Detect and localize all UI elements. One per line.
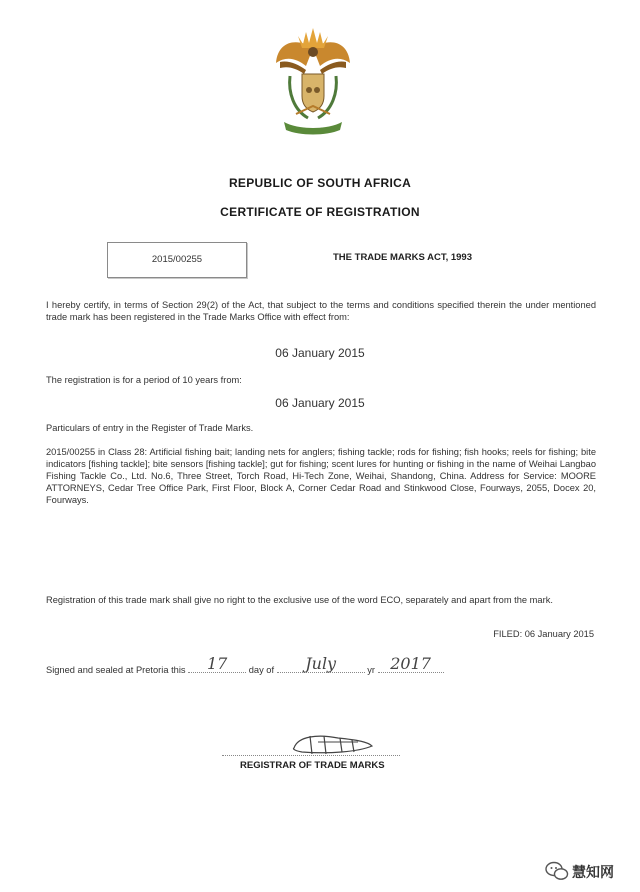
- registrar-signature: [288, 728, 378, 758]
- period-date: 06 January 2015: [275, 396, 365, 410]
- watermark-text: 慧知网: [572, 864, 614, 880]
- document-title: CERTIFICATE OF REGISTRATION: [220, 205, 420, 219]
- coat-of-arms: [268, 18, 358, 138]
- particulars-paragraph: 2015/00255 in Class 28: Artificial fishing bait; landing nets for anglers; fishing tackle; rods for fishing; fish hooks; reels for fishing; bite indicators [fishing tackle]; bite sensors [fishing tackle]; gut for fishing; scent lures for hunting or fishing in the name of Weihai Langbao Fishing Tackle Co., Ltd. No.6, Three Street, Torch Road, Hi-Tech Zone, Weihai, Shandong, China. Address for Service: MOORE ATTORNEYS, Cedar Tree Office Park, First Floor, Block A, Corner Cedar Road and Stinkwood Close, Fourways, 2055, Docex 20, Fourways.: [46, 447, 596, 505]
- act-title: THE TRADE MARKS ACT, 1993: [333, 252, 473, 263]
- wechat-icon: [545, 860, 569, 882]
- signing-line: [46, 654, 444, 675]
- registration-number-box: 2015/00255: [107, 242, 247, 278]
- particulars-heading: Particulars of entry in the Register of Trade Marks.: [46, 423, 254, 433]
- certify-paragraph: I hereby certify, in terms of Section 29(2) of the Act, that subject to the terms and conditions specified therein the under mentioned trade mark has been registered in the Trade Marks Office with effect from:: [46, 300, 596, 322]
- country-title: REPUBLIC OF SOUTH AFRICA: [228, 176, 412, 190]
- period-paragraph: The registration is for a period of 10 years from:: [46, 375, 242, 385]
- filed-date: FILED: 06 January 2015: [493, 629, 594, 639]
- month-field: [277, 654, 365, 673]
- day-value: 17: [206, 654, 228, 673]
- registrar-label: REGISTRAR OF TRADE MARKS: [240, 760, 385, 771]
- year-label: yr: [367, 665, 375, 675]
- day-field: [188, 654, 246, 673]
- month-value: July: [305, 654, 337, 673]
- day-of-label: day of: [248, 665, 275, 675]
- signature-line: [222, 755, 400, 756]
- year-field: [378, 654, 444, 673]
- effective-date: 06 January 2015: [275, 346, 365, 360]
- year-value: 2017: [390, 654, 431, 673]
- signing-prefix: Signed and sealed at Pretoria this: [46, 665, 186, 675]
- disclaimer-paragraph: Registration of this trade mark shall give no right to the exclusive use of the word ECO, separately and apart from the mark.: [46, 595, 553, 605]
